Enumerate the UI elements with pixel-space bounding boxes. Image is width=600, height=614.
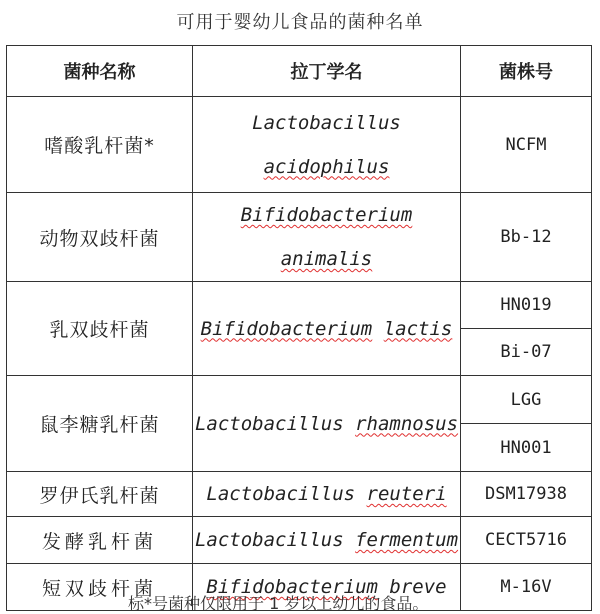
latin-species: lactis (383, 317, 453, 340)
table-row (7, 282, 592, 329)
document-title: 可用于婴幼儿食品的菌种名单 (176, 12, 424, 33)
table-header-row (7, 46, 592, 97)
latin-genus: Lactobacillus (206, 483, 356, 505)
strain-number-cell: HN019 (461, 282, 592, 329)
header-strain-name: 菌种名称 (7, 46, 193, 97)
strain-number-cell: Bb-12 (461, 193, 592, 282)
strain-name-cell: 发酵乳杆菌 (7, 517, 193, 564)
latin-genus: Lactobacillus (194, 529, 344, 551)
latin-genus: Lactobacillus (252, 111, 401, 134)
latin-species: animalis (280, 248, 373, 270)
strain-name-cell: 乳双歧杆菌 (7, 282, 193, 376)
latin-species: breve (389, 576, 447, 598)
table-row (7, 472, 592, 517)
latin-name-cell (193, 517, 461, 564)
table-row (7, 97, 592, 193)
footnote: 标*号菌种仅限用于 1 岁以上幼儿的食品。 (128, 594, 429, 613)
latin-name-cell (193, 376, 461, 472)
latin-species: rhamnosus (355, 412, 459, 435)
table-row (7, 517, 592, 564)
latin-genus: Lactobacillus (194, 412, 344, 435)
latin-species: acidophilus (263, 155, 390, 178)
latin-name-cell (193, 282, 461, 376)
latin-name-cell (193, 472, 461, 517)
strain-number-cell: NCFM (461, 97, 592, 193)
latin-name-cell (193, 193, 461, 282)
latin-genus: Bifidobacterium (200, 317, 373, 340)
strain-number-cell: M-16V (461, 564, 592, 611)
header-latin-name: 拉丁学名 (193, 46, 461, 97)
latin-genus: Bifidobacterium (206, 576, 378, 598)
latin-name-cell (193, 97, 461, 193)
strain-name-cell: 罗伊氏乳杆菌 (7, 472, 193, 517)
latin-genus: Bifidobacterium (240, 204, 413, 226)
latin-species: fermentum (355, 529, 459, 551)
strain-name-cell: 动物双歧杆菌 (7, 193, 193, 282)
latin-species: reuteri (366, 483, 447, 505)
strain-number-cell: HN001 (461, 424, 592, 472)
strain-number-cell: DSM17938 (461, 472, 592, 517)
table-row (7, 193, 592, 282)
strain-name-cell: 鼠李糖乳杆菌 (7, 376, 193, 472)
strain-number-cell: CECT5716 (461, 517, 592, 564)
strain-number-cell: Bi-07 (461, 329, 592, 376)
strain-name-cell: 嗜酸乳杆菌* (7, 97, 193, 193)
strain-table (6, 45, 592, 611)
table-row (7, 376, 592, 424)
strain-number-cell: LGG (461, 376, 592, 424)
header-strain-number: 菌株号 (461, 46, 592, 97)
strain-name-cell: 短双歧杆菌 (7, 564, 193, 611)
